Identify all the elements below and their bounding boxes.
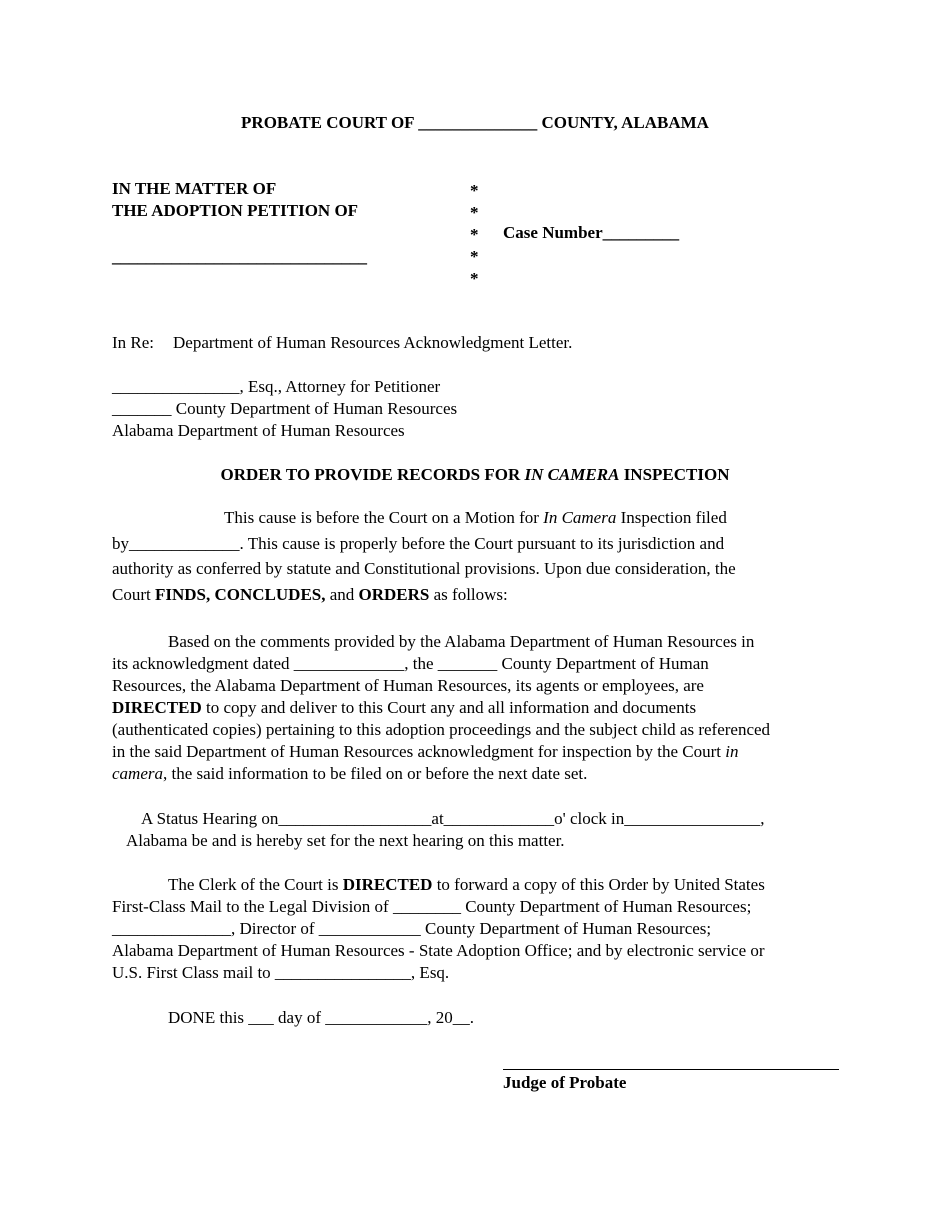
para2-text: , the said information to be filed on or before the next date set. bbox=[162, 764, 588, 783]
title-suffix: INSPECTION bbox=[619, 465, 730, 484]
matter-line-2: THE ADOPTION PETITION OF bbox=[112, 201, 359, 220]
case-number bbox=[503, 222, 679, 244]
para4-bold: DIRECTED bbox=[342, 875, 433, 894]
court-header bbox=[0, 112, 950, 134]
para1-line-1 bbox=[224, 507, 727, 529]
para2-line-7 bbox=[112, 763, 587, 785]
para2-bold: DIRECTED bbox=[112, 698, 202, 717]
para1-line-3: authority as conferred by statute and Constitutional provisions. Upon due consideration, the bbox=[112, 559, 736, 578]
caption-star: * bbox=[470, 247, 479, 266]
para2-line-2: its acknowledgment dated _____________, the _______ County Department of Human bbox=[112, 654, 709, 673]
para4-line-1 bbox=[168, 874, 765, 896]
para1-italic: In Camera bbox=[543, 508, 617, 527]
para2-line-1: Based on the comments provided by the Alabama Department of Human Resources in bbox=[168, 632, 755, 651]
signature-line bbox=[503, 1069, 839, 1070]
para1-text: This cause is before the Court on a Motion for bbox=[224, 508, 544, 527]
case-number-label: Case Number bbox=[503, 223, 603, 242]
caption-star: * bbox=[470, 269, 479, 288]
order-title bbox=[0, 464, 950, 486]
para4-text: The Clerk of the Court is bbox=[168, 875, 343, 894]
para4-line-2: First-Class Mail to the Legal Division of ________ County Department of Human Resources; bbox=[112, 897, 752, 916]
para3-line-2: Alabama be and is hereby set for the next hearing on this matter. bbox=[126, 831, 565, 850]
title-italic: IN CAMERA bbox=[524, 465, 620, 484]
case-number-blank: _________ bbox=[602, 223, 680, 242]
judge-of-probate-label: Judge of Probate bbox=[503, 1073, 627, 1092]
para1-text: and bbox=[325, 585, 359, 604]
in-re-text: Department of Human Resources Acknowledgment Letter. bbox=[173, 333, 573, 352]
caption-star: * bbox=[470, 225, 479, 244]
para1-bold: FINDS, CONCLUDES, bbox=[154, 585, 326, 604]
court-prefix: PROBATE COURT OF bbox=[241, 113, 419, 132]
done-line: DONE this ___ day of ____________, 20__. bbox=[168, 1008, 474, 1027]
para1-line-4 bbox=[112, 584, 508, 606]
para4-line-4: Alabama Department of Human Resources - State Adoption Office; and by electronic service or bbox=[112, 941, 765, 960]
para2-italic: camera bbox=[112, 764, 163, 783]
para1-text: Court bbox=[112, 585, 155, 604]
para1-text: Inspection filed bbox=[616, 508, 727, 527]
title-prefix: ORDER TO PROVIDE RECORDS FOR bbox=[220, 465, 525, 484]
distribution-line-3: Alabama Department of Human Resources bbox=[112, 421, 405, 440]
para2-text: to copy and deliver to this Court any and all information and documents bbox=[201, 698, 697, 717]
para2-line-3: Resources, the Alabama Department of Human Resources, its agents or employees, are bbox=[112, 676, 704, 695]
para4-line-3: ______________, Director of ____________ County Department of Human Resources; bbox=[112, 919, 712, 938]
para3-line-1: A Status Hearing on__________________at_____________o' clock in________________, bbox=[141, 809, 765, 828]
para4-line-5: U.S. First Class mail to ________________, Esq. bbox=[112, 963, 450, 982]
distribution-line-2: _______ County Department of Human Resources bbox=[112, 399, 458, 418]
para1-bold: ORDERS bbox=[358, 585, 430, 604]
court-suffix: COUNTY, ALABAMA bbox=[537, 113, 709, 132]
para2-line-6 bbox=[112, 741, 739, 763]
in-re-label: In Re: bbox=[112, 333, 155, 352]
para4-text: to forward a copy of this Order by United States bbox=[432, 875, 765, 894]
para2-line-5: (authenticated copies) pertaining to this adoption proceedings and the subject child as referenced bbox=[112, 720, 771, 739]
caption-star: * bbox=[470, 181, 479, 200]
para2-italic: in bbox=[725, 742, 739, 761]
petitioner-blank: ______________________________ bbox=[112, 247, 367, 266]
caption-star: * bbox=[470, 203, 479, 222]
para1-line-2: by_____________. This cause is properly before the Court pursuant to its jurisdiction and bbox=[112, 534, 725, 553]
para2-text: in the said Department of Human Resources acknowledgment for inspection by the Court bbox=[112, 742, 726, 761]
matter-line-1: IN THE MATTER OF bbox=[112, 179, 277, 198]
county-blank: ______________ bbox=[418, 113, 538, 132]
para2-line-4 bbox=[112, 697, 696, 719]
distribution-line-1: _______________, Esq., Attorney for Petitioner bbox=[112, 377, 441, 396]
para1-text: as follows: bbox=[429, 585, 508, 604]
